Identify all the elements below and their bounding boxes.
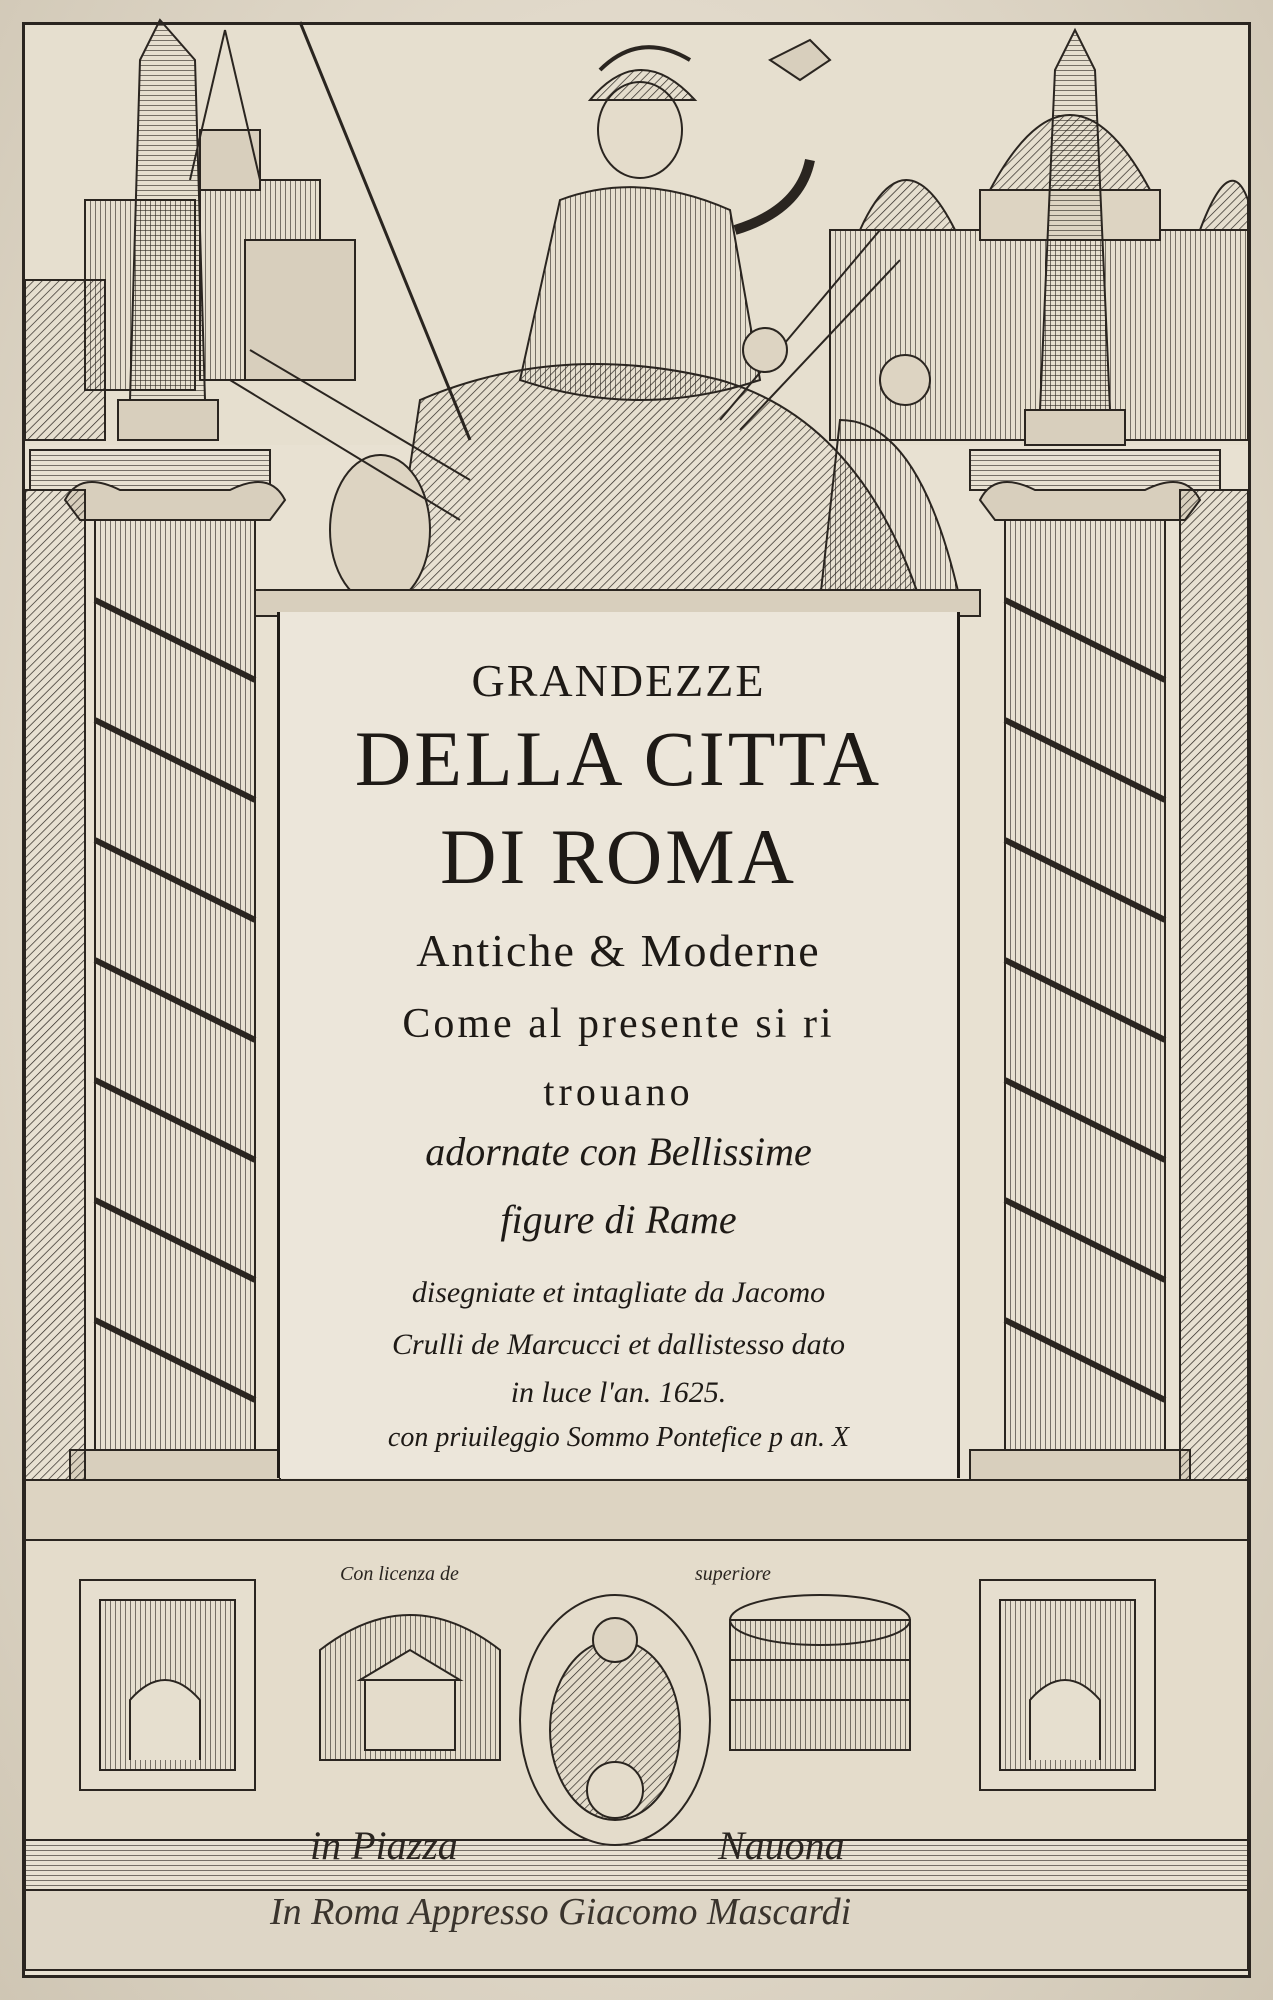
subtitle-line-4: adornate con Bellissime [425,1129,812,1174]
subtitle-line-5: figure di Rame [500,1197,737,1242]
column-left [25,450,285,1490]
subtitle-line-1: Antiche & Moderne [416,925,821,976]
title-cartouche [277,612,960,1478]
credit-line-3: in luce l'an. 1625. [510,1376,727,1409]
relief-right [980,1580,1155,1790]
title-line-3: DI ROMA [440,813,797,900]
coat-of-arms [520,1595,710,1845]
column-right [970,450,1248,1490]
credit-line-2: Crulli de Marcucci et dallistesso dato [391,1328,845,1361]
license-text-left: Con licenza de [340,1563,459,1585]
license-text-right: superiore [695,1563,771,1585]
piazza-text-right: Nauona [718,1823,845,1868]
pantheon-image [320,1615,500,1760]
subtitle-line-3: trouano [543,1069,694,1114]
colosseum-image [730,1595,910,1750]
title-line-1: GRANDEZZE [471,655,766,706]
credit-line-1: disegniate et intagliate da Jacomo [411,1276,826,1309]
relief-left [80,1580,255,1790]
piazza-text-left: in Piazza [310,1823,458,1868]
title-line-2: DELLA CITTA [354,715,883,802]
imprint-text: In Roma Appresso Giacomo Mascardi [270,1891,852,1933]
privilege-line: con priuileggio Sommo Pontefice p an. X [387,1422,850,1453]
subtitle-line-2: Come al presente si ri [402,1001,835,1047]
